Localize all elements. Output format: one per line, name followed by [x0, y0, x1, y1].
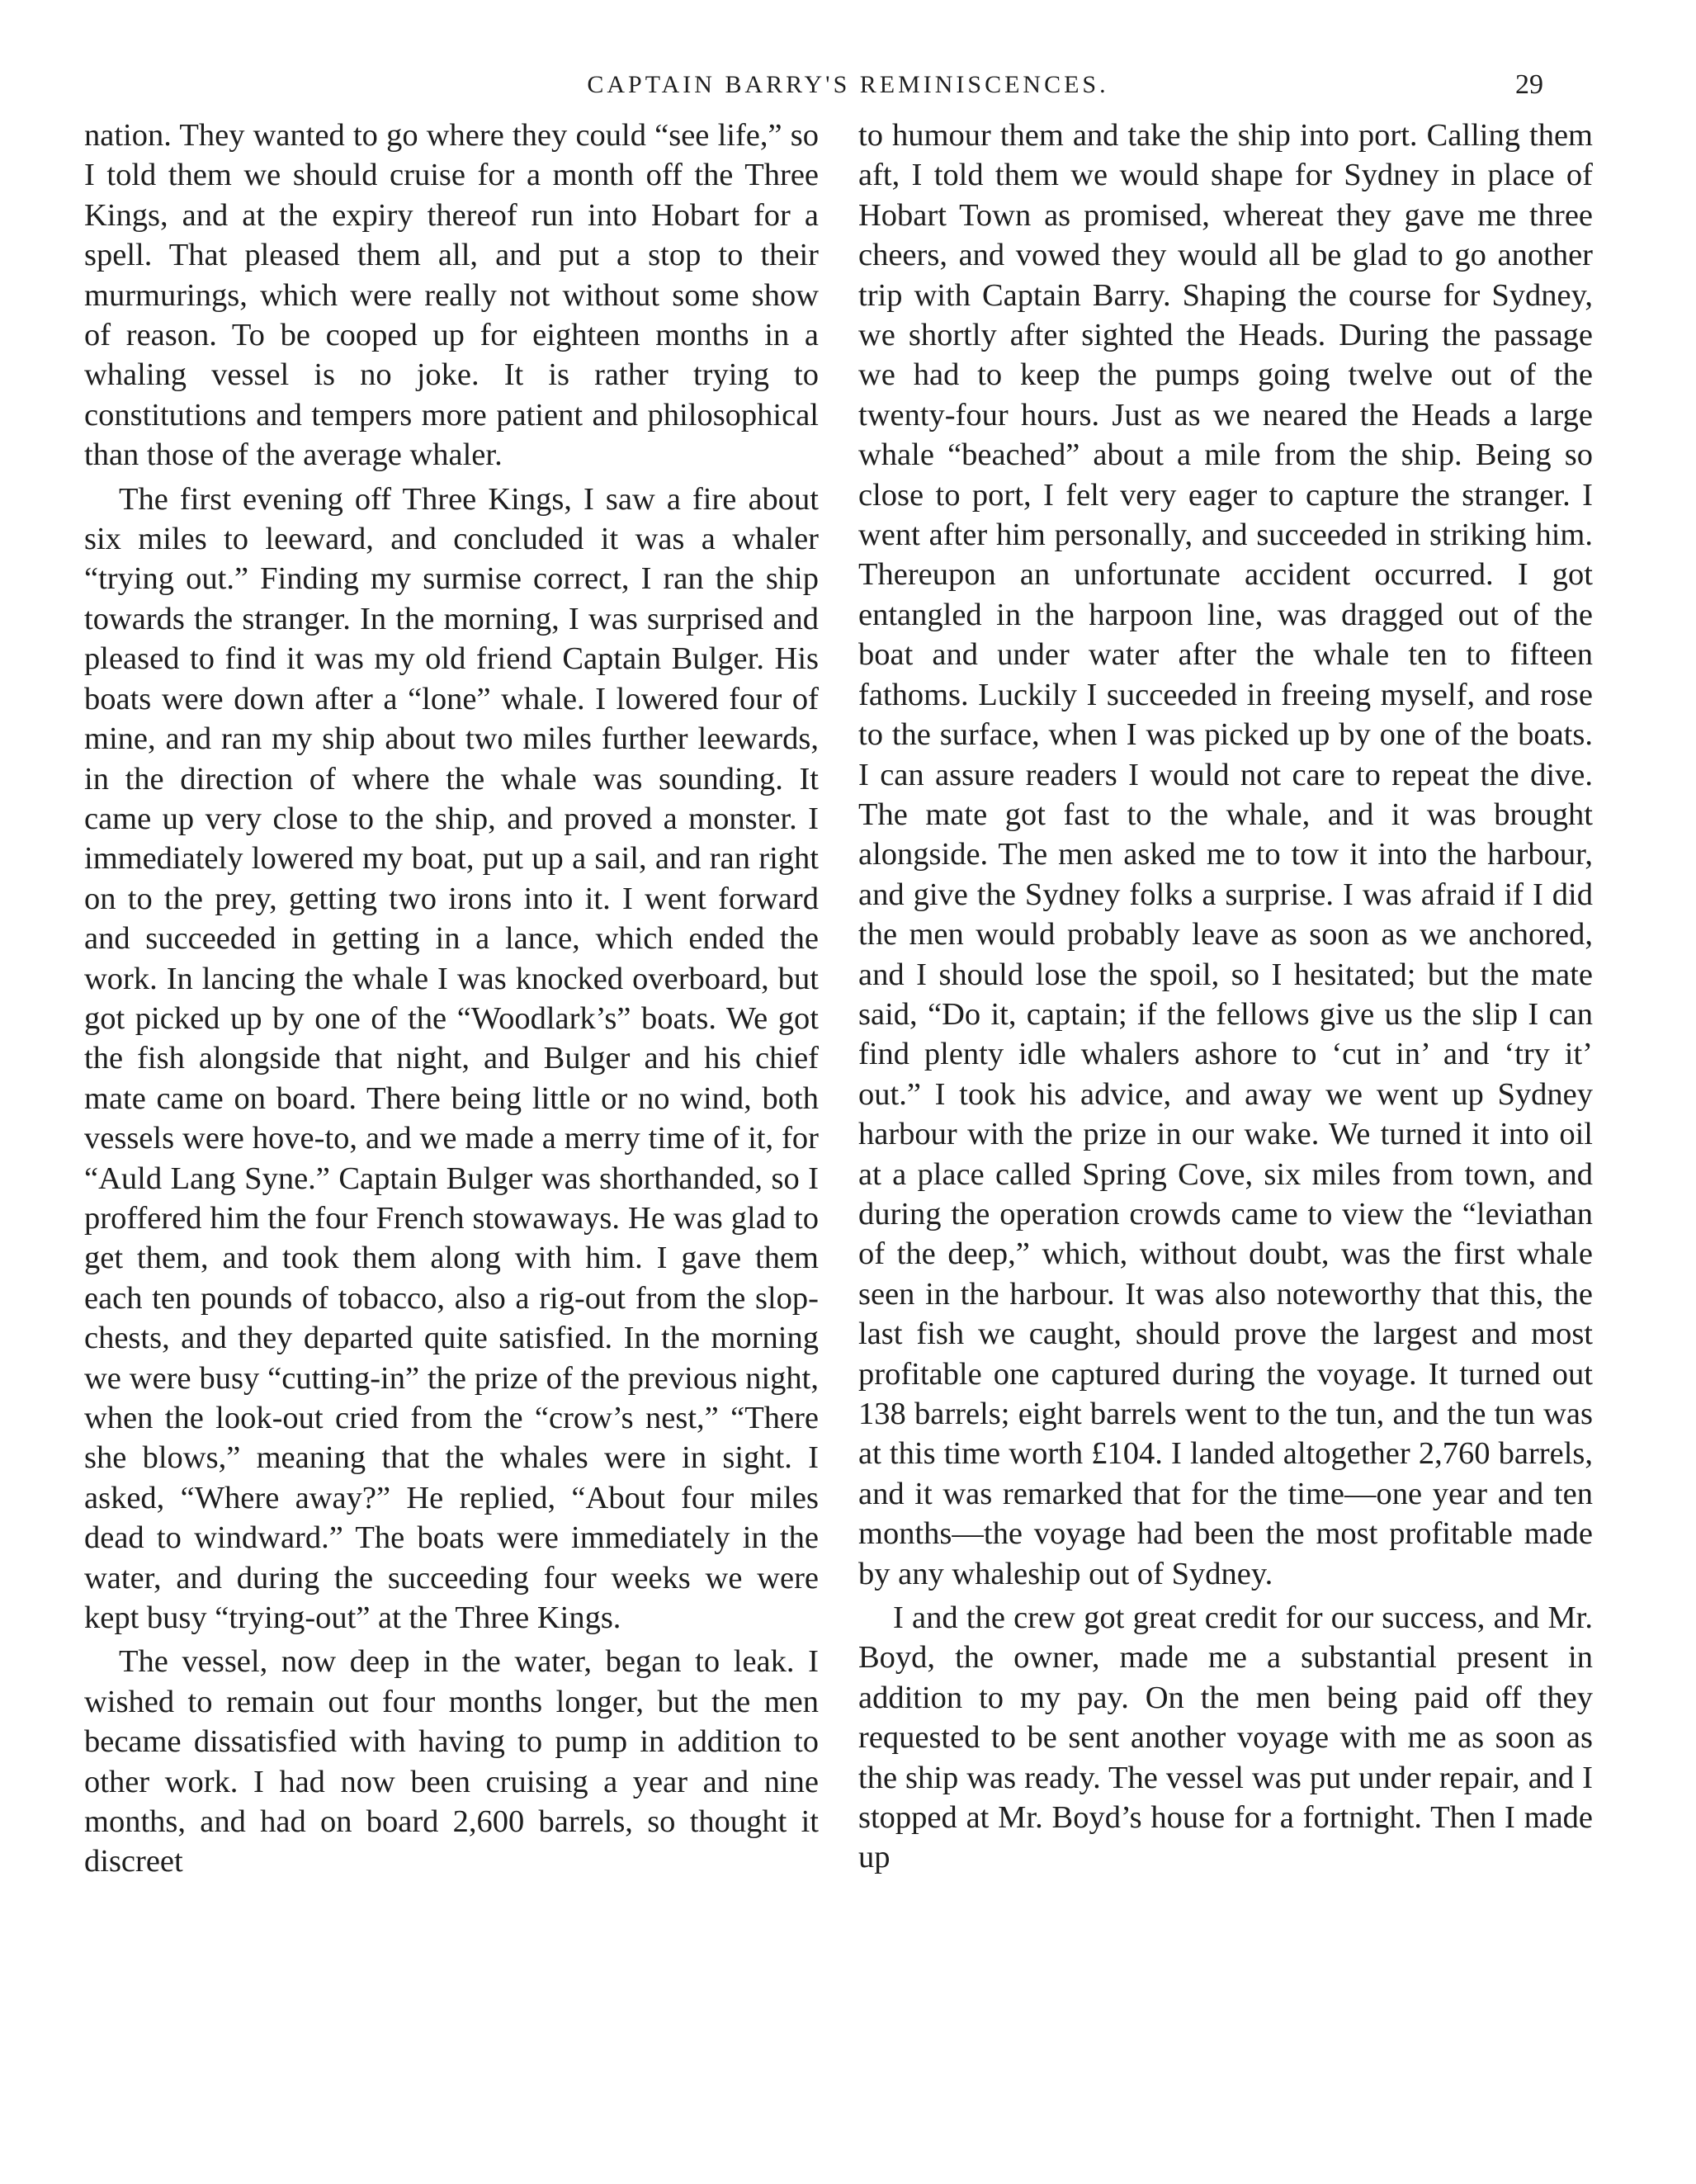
paragraph-leak: The vessel, now deep in the water, began to leak. I wished to remain out four months longer, but the men became dissatisfied with having to pump in addition to other work. I had now been cruising a year and nine months, and had on board 2,600 barrels, so thought it discreet	[84, 1644, 819, 1879]
paragraph-credit: I and the crew got great credit for our success, and Mr. Boyd, the owner, made me a substantial present in addition to my pay. On the men being paid off they requested to be sent another voyage with me as soon as the ship was ready. The vessel was put under repair, and I stopped at Mr. Boyd’s house for a fortnight. Then I made up	[858, 1600, 1593, 1875]
paragraph-sydney: to humour them and take the ship into port. Calling them aft, I told them we would shape for Sydney in place of Hobart Town as promised, whereat they gave me three cheers, and vowed they would all be glad to go another trip with Captain Barry. Shaping the course for Sydney, we shortly after sighted the Heads. During the passage we had to keep the pumps going twelve out of the twenty-four hours. Just as we neared the Heads a large whale “beached” about a mile from the ship. Being so close to port, I felt very eager to capture the stranger. I went after him personally, and succeeded in striking him. Thereupon an unfortunate accident occurred. I got entangled in the harpoon line, was dragged out of the boat and under water after the whale ten to fifteen fathoms. Luckily I succeeded in freeing myself, and rose to the surface, when I was picked up by one of the boats. I can assure readers I would not care to repeat the dive. The mate got fast to the whale, and it was brought alongside. The men asked me to tow it into the harbour, and give the Sydney folks a surprise. I was afraid if I did the men would probably leave as soon as we anchored, and I should lose the spoil, so I hesitated; but the mate said, “Do it, captain; if the fellows give us the slip I can find plenty idle whalers ashore to ‘cut in’ and ‘try it’ out.” I took his advice, and away we went up Sydney harbour with the prize in our wake. We turned it into oil at a place called Spring Cove, six miles from town, and during the operation crowds came to view the “leviathan of the deep,” which, without doubt, was the first whale seen in the harbour. It was also noteworthy that this, the last fish we caught, should prove the largest and most profitable one captured during the voyage. It turned out 138 barrels; eight barrels went to the tun, and the tun was at this time worth £104. I landed altogether 2,760 barrels, and it was remarked that for the time—one year and ten months—the voyage had been the most profitable made by any whaleship out of Sydney.	[858, 118, 1593, 1591]
left-column	[84, 116, 819, 1882]
right-column	[858, 116, 1593, 1878]
paragraph-continuation: nation. They wanted to go where they could “see life,” so I told them we should cruise for a month off the Three Kings, and at the expiry thereof run into Hobart for a spell. That pleased them all, and put a stop to their murmurings, which were really not without some show of reason. To be cooped up for eighteen months in a whaling vessel is no joke. It is rather trying to constitutions and tempers more patient and philosophical than those of the average whaler.	[84, 118, 819, 473]
running-title: CAPTAIN BARRY'S REMINISCENCES.	[587, 71, 1109, 98]
running-head	[0, 64, 1696, 106]
page-number: 29	[1515, 69, 1543, 100]
paragraph-three-kings: The first evening off Three Kings, I saw a fire about six miles to leeward, and concluded it was a whaler “trying out.” Finding my surmise correct, I ran the ship towards the stranger. In the morning, I was surprised and pleased to find it was my old friend Captain Bulger. His boats were down after a “lone” whale. I lowered four of mine, and ran my ship about two miles further leewards, in the direction of where the whale was sounding. It came up very close to the ship, and proved a monster. I immediately lowered my boat, put up a sail, and ran right on to the prey, getting two irons into it. I went forward and succeeded in getting in a lance, which ended the work. In lancing the whale I was knocked overboard, but got picked up by one of the “Woodlark’s” boats. We got the fish alongside that night, and Bulger and his chief mate came on board. There being little or no wind, both vessels were hove-to, and we made a merry time of it, for “Auld Lang Syne.” Captain Bulger was shorthanded, so I proffered him the four French stowaways. He was glad to get them, and took them along with him. I gave them each ten pounds of tobacco, also a rig-out from the slopchests, and they departed quite satisfied. In the morning we were busy “cutting-in” the prize of the previous night, when the look-out cried from the “crow’s nest,” “There she blows,” meaning that the whales were in sight. I asked, “Where away?” He replied, “About four miles dead to windward.” The boats were immediately in the water, and during the succeeding four weeks we were kept busy “trying-out” at the Three Kings.	[84, 481, 819, 1636]
